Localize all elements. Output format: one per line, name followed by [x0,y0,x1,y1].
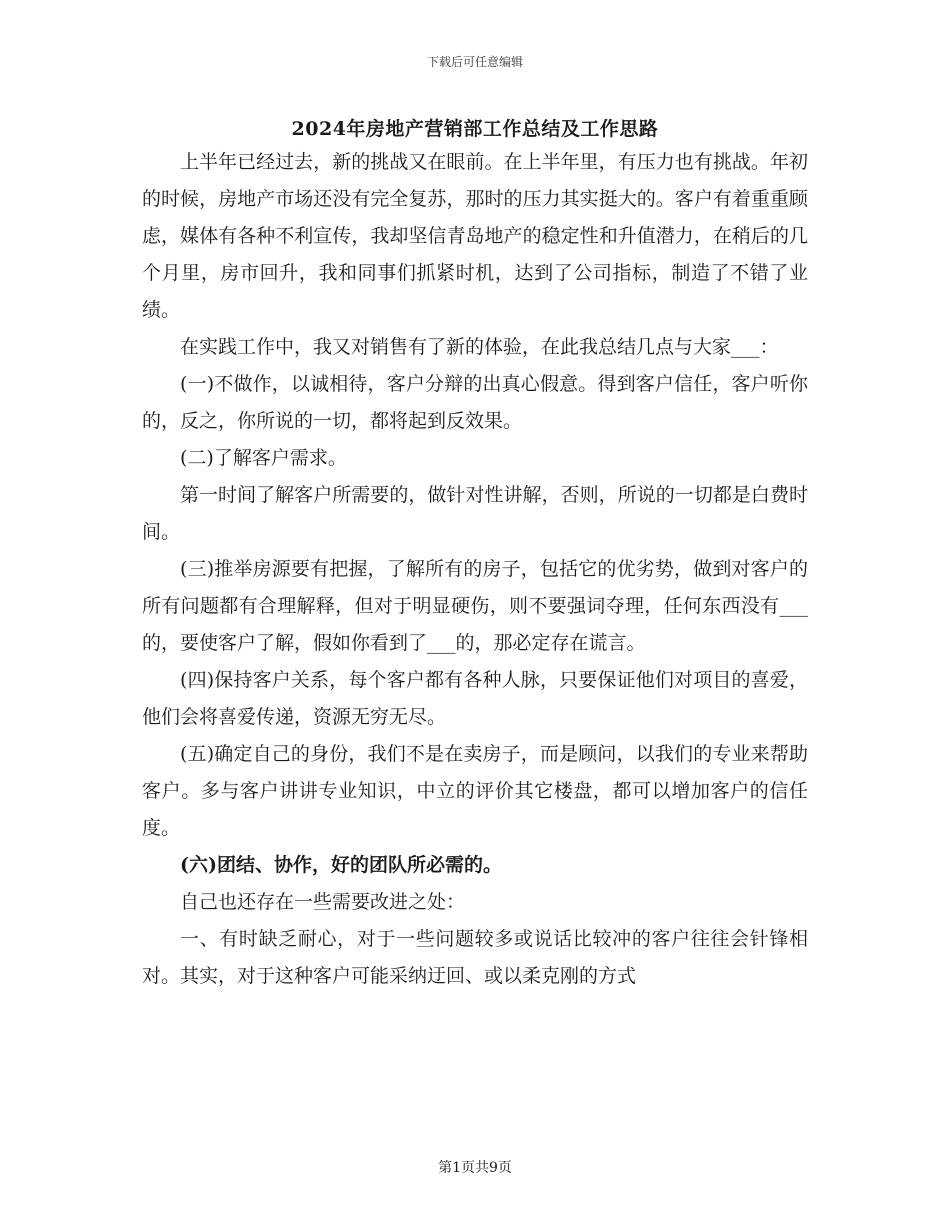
page-number: 第1页共9页 [438,1160,512,1176]
paragraph-point-1: (一)不做作，以诚相待，客户分辩的出真心假意。得到客户信任，客户听你的，反之，你所说的一切，都将起到反效果。 [142,373,808,432]
paragraph-point-3: (三)推举房源要有把握，了解所有的房子，包括它的优劣势，做到对客户的所有问题都有合理解释，但对于明显硬伤，则不要强词夺理，任何东西没有___的，要使客户了解，假如你看到了___的，那必定存在谎言。 [142,558,808,654]
paragraph-point-2: (二)了解客户需求。 [180,447,347,469]
header-note: 下载后可任意编辑 [426,55,523,69]
paragraph-point-2-detail: 第一时间了解客户所需要的，做针对性讲解，否则，所说的一切都是白费时间。 [142,484,808,543]
paragraph-improvements: 自己也还存在一些需要改进之处： [180,891,466,913]
paragraph-improvement-1: 一、有时缺乏耐心，对于一些问题较多或说话比较冲的客户往往会针锋相对。其实，对于这种客户可能采纳迂回、或以柔克刚的方式 [142,928,808,987]
paragraph-point-4: (四)保持客户关系，每个客户都有各种人脉，只要保证他们对项目的喜爱，他们会将喜爱传递，资源无穷无尽。 [142,669,808,728]
paragraph-experience: 在实践工作中，我又对销售有了新的体验，在此我总结几点与大家___： [180,336,779,358]
paragraph-intro: 上半年已经过去，新的挑战又在眼前。在上半年里，有压力也有挑战。年初的时候，房地产市场还没有完全复苏，那时的压力其实挺大的。客户有着重重顾虑，媒体有各种不利宣传，我却坚信青岛地产的稳定性和升值潜力，在稍后的几个月里，房市回升，我和同事们抓紧时机，达到了公司指标，制造了不错了业绩。 [142,151,808,321]
document-title: 2024年房地产营销部工作总结及工作思路 [291,118,659,140]
paragraph-point-6: (六)团结、协作，好的团队所必需的。 [180,854,502,876]
paragraph-point-5: (五)确定自己的身份，我们不是在卖房子，而是顾问，以我们的专业来帮助客户。多与客户讲讲专业知识，中立的评价其它楼盘，都可以增加客户的信任度。 [142,743,808,839]
document-body [142,144,808,995]
